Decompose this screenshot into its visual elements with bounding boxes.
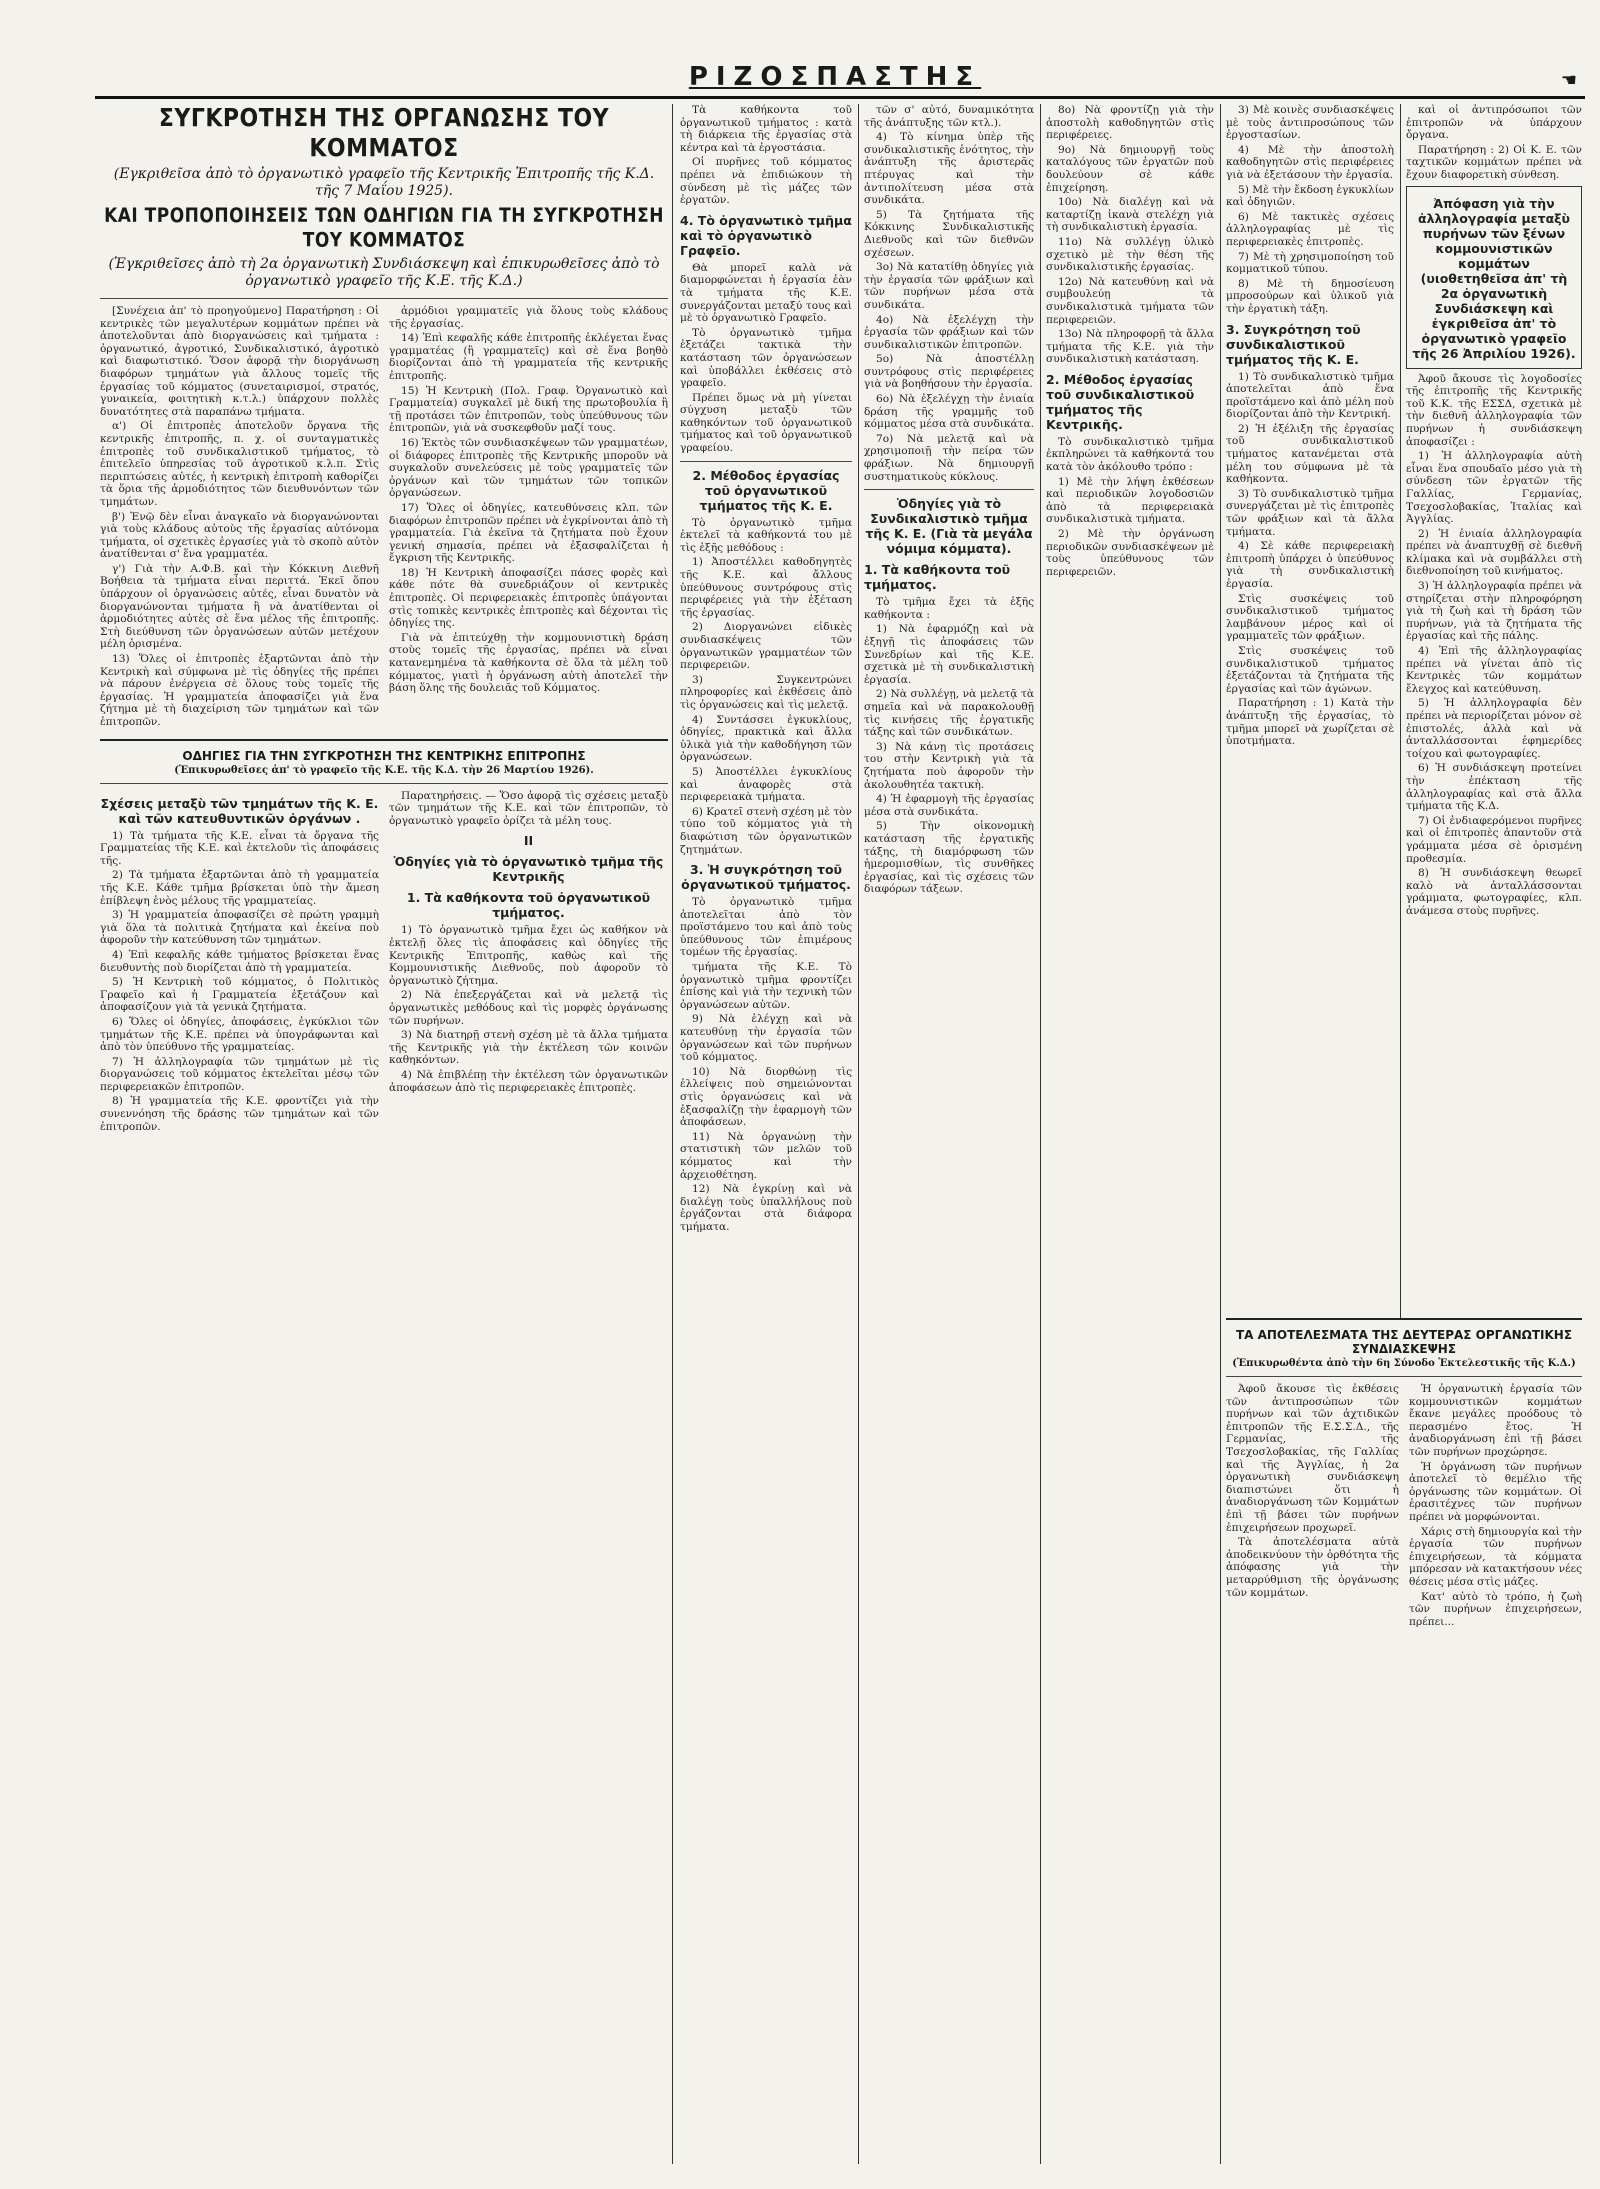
column-6 <box>1226 104 1394 1309</box>
central-committee-columns <box>100 790 668 1136</box>
correspondence-box <box>1406 186 1582 369</box>
paragraph: 4ο) Νὰ ἐξελέγχῃ τὴν ἐργασία τῶν φράξιων καὶ τῶν συνδικαλιστικῶν ἐπιτροπῶν. <box>864 313 1034 351</box>
paragraph: 6) Ἡ συνδιάσκεψη προτείνει τὴν ἐπέκταση τῆς ἀλληλογραφίας καὶ στὰ ἄλλα τμήματα τῆς Κ.Δ. <box>1406 762 1582 813</box>
paragraph: 1) Τὸ συνδικαλιστικὸ τμῆμα ἀποτελεῖται ἀπὸ ἕνα προϊστάμενο καὶ ἀπὸ μέλη ποὺ διορίζονται ἀπὸ τὴν Κεντρική. <box>1226 370 1394 421</box>
column-1 <box>100 305 379 731</box>
section-heading: 3. Ἡ συγκρότηση τοῦ ὀργανωτικοῦ τμήματος. <box>681 862 851 893</box>
paragraph: 10) Νὰ διορθώνῃ τὶς ἐλλείψεις ποὺ σημειώνονται στὶς ὀργανώσεις καὶ νὰ ἐξασφαλίζῃ τὴν ἐφαρμογὴ τῶν ἀποφάσεων. <box>680 1065 852 1129</box>
second-conference-article <box>1226 1318 1582 2164</box>
paragraph: 4) Μὲ τὴν ἀποστολὴ καθοδηγητῶν στὶς περιφέρειες γιὰ νὰ ἐξετάσουν τὴν ἐργασία. <box>1226 143 1394 181</box>
paragraph: 7) Ἡ ἀλληλογραφία τῶν τμημάτων μὲ τὶς διοργανώσεις τοῦ κόμματος ἐκτελεῖται μέσῳ τῶν περιφερειακῶν ἐπιτροπῶν. <box>100 1055 379 1093</box>
column-1-lower <box>100 790 379 1136</box>
paragraph: 5ο) Νὰ ἀποστέλλῃ συντρόφους στὶς περιφέρειες γιὰ νὰ βοηθήσουν τὴν ἐργασία. <box>864 353 1034 391</box>
paragraph: β') Ἐνῷ δὲν εἶναι ἀναγκαῖο νὰ διοργανώνονται γιὰ τοὺς κλάδους αὐτοὺς τῆς ἐργασίας αὐτόνομα τμήματα, οἱ σχετικὲς ἐργασίες γιὰ τὸ σκοπὸ αὐτὸν ἀνατίθενται σ' ἕνα γραμματέα. <box>100 510 379 561</box>
paragraph: 17) Ὅλες οἱ ὁδηγίες, κατευθύνσεις κλπ. τῶν διαφόρων ἐπιτροπῶν πρέπει νὰ ἐγκρίνονται ἀπὸ τὴ γραμματεία. Γιὰ ἐκεῖνα τὰ ζητήματα ποὺ ἔχουν γενική σημασία, πρέπει νὰ ἐξασφαλίζεται ἡ ἔγκριση τῆς Κεντρικῆς. <box>389 501 668 565</box>
column-4 <box>864 104 1034 2164</box>
second-conference-subtitle: (Ἐπικυρωθέντα ἀπὸ τὴν 6η Σύνοδο Ἐκτελεστικῆς τῆς Κ.Δ.) <box>1232 1358 1576 1369</box>
section-heading: 4. Τὸ ὀργανωτικὸ τμῆμα καὶ τὸ ὀργανωτικὸ Γραφεῖο. <box>680 212 852 258</box>
paragraph: 9ο) Νὰ δημιουργῇ τοὺς καταλόγους τῶν ἐργατῶν ποὺ δουλεύουν σὲ κάθε ἐπιχείρηση. <box>1046 143 1214 194</box>
hand-ornament-icon: ☚ <box>1560 70 1577 91</box>
central-committee-headline: ΟΔΗΓΙΕΣ ΓΙΑ ΤΗΝ ΣΥΓΚΡΟΤΗΣΗ ΤΗΣ ΚΕΝΤΡΙΚΗΣ ΕΠΙΤΡΟΠΗΣ <box>182 748 586 763</box>
lead-headline: ΣΥΓΚΡΟΤΗΣΗ ΤΗΣ ΟΡΓΑΝΩΣΗΣ ΤΟΥ ΚΟΜΜΑΤΟΣ <box>158 104 610 163</box>
second-conference-columns <box>1226 1383 1582 1630</box>
central-committee-subtitle: (Ἐπικυρωθεῖσες ἀπ' τὸ γραφεῖο τῆς Κ.Ε. τῆς Κ.Δ. τὴν 26 Μαρτίου 1926). <box>174 764 594 776</box>
paragraph: 10ο) Νὰ διαλέγῃ καὶ νὰ καταρτίζῃ ἱκανὰ στελέχη γιὰ τὴ συνδικαλιστικὴ ἐργασία. <box>1046 196 1214 234</box>
paragraph: 3) Νὰ κάνῃ τὶς προτάσεις του στὴν Κεντρικὴ γιὰ τὰ ζητήματα ποὺ ἀφοροῦν τὴν ἀκολουθητέα τακτικὴ. <box>864 740 1034 791</box>
section-heading: 3. Συγκρότηση τοῦ συνδικαλιστικοῦ τμήματος τῆς Κ. Ε. <box>1226 321 1361 367</box>
paragraph: 16) Ἐκτὸς τῶν συνδιασκέψεων τῶν γραμματέων, οἱ διάφορες ἐπιτροπὲς τῆς Κεντρικῆς μποροῦν νὰ συγκαλοῦν συνελεύσεις μὲ τοὺς γραμματεῖς τῶν ὀργάνων καὶ τῶν τμημάτων τῶν τοπικῶν ὀργανώσεων. <box>389 436 668 500</box>
paragraph: 12) Νὰ ἐγκρίνῃ καὶ νὰ διαλέγῃ τοὺς ὑπαλλήλους ποὺ ἐργάζονται στὰ διάφορα τμήματα. <box>680 1183 852 1233</box>
masthead <box>95 62 1585 99</box>
paragraph: 8) Μὲ τὴ δημοσίευση μπροσούρων καὶ ὑλικοῦ γιὰ τὴν ἐργατικὴ τάξη. <box>1226 277 1394 315</box>
divider <box>100 298 668 299</box>
section-heading: 1. Τὰ καθήκοντα τοῦ τμήματος. <box>864 562 1011 593</box>
paragraph: 9) Νὰ ἐλέγχῃ καὶ νὰ κατευθύνῃ τὴν ἐργασία τῶν ὀργανώσεων καὶ τῶν πυρήνων τοῦ κόμματος. <box>680 1013 852 1064</box>
paragraph: 13ο) Νὰ πληροφορῇ τὰ ἄλλα τμήματα τῆς Κ.Ε. γιὰ τὴν συνδικαλιστικὴ κατάσταση. <box>1046 328 1214 366</box>
second-conference-col-a <box>1226 1383 1399 1630</box>
paragraph: Κατ' αὐτὸ τὸ τρόπο, ἡ ζωὴ τῶν πυρήνων ἐπιχειρήσεων, πρέπει... <box>1409 1590 1582 1628</box>
paragraph: Τὰ καθήκοντα τοῦ ὀργανωτικοῦ τμήματος : κατὰ τὴ διάρκεια τῆς ἐργασίας στὰ κέντρα καὶ τὰ ἐργοστάσια. <box>680 104 852 154</box>
column-2 <box>389 305 668 731</box>
paragraph: καὶ οἱ ἀντιπρόσωποι τῶν ἐπιτροπῶν νὰ ὑπάρχουν ὄργανα. <box>1406 104 1582 142</box>
paragraph: 8) Ἡ συνδιάσκεψη θεωρεῖ καλὸ νὰ ἀνταλλάσσονται γράμματα, φωτογραφίες, κλπ. ἀνάμεσα στοὺς πυρῆνες. <box>1406 867 1582 917</box>
paragraph: 6ο) Νὰ ἐξελέγχῃ τὴν ἐνιαία δράση τῆς γραμμῆς τοῦ κόμματος μέσα στὰ συνδικάτα. <box>864 393 1034 431</box>
paragraph: 4) Ἐπὶ κεφαλῆς κάθε τμήματος βρίσκεται ἕνας διευθυντὴς ποὺ διορίζεται ἀπὸ τὴ γραμματεία. <box>100 948 379 974</box>
paragraph: 2) Τὰ τμήματα ἐξαρτῶνται ἀπὸ τὴ γραμματεία τῆς Κ.Ε. Κάθε τμῆμα βρίσκεται ὑπὸ τὴν ἄμεση ἐπίβλεψη ἑνὸς μέλους τῆς γραμματείας. <box>100 869 379 907</box>
paragraph: 1) Τὸ ὀργανωτικὸ τμῆμα ἔχει ὡς καθήκον νὰ ἐκτελῇ ὅλες τὶς ἀποφάσεις καὶ ὁδηγίες τῆς Κεντρικῆς Ἐπιτροπῆς, καθὼς καὶ τῆς Κομμουνιστικῆς Διεθνοῦς, ποὺ ἀφοροῦν τὸ ὀργανωτικὸ ζήτημα. <box>389 924 668 987</box>
paragraph: Γιὰ νὰ ἐπιτεύχθῃ τὴν κομμουνιστικὴ δράση στοὺς τομεῖς τῆς ἐργασίας, πρέπει νὰ εἶναι κατανεμημένα τὰ καθήκοντα σὲ ὅλα τὰ μέλη τοῦ κόμματος, γιατὶ ἡ ὀργάνωση αὐτὴ ἀποτελεῖ τὴν βάση ὅλης τῆς δουλειᾶς τοῦ Κόμματος. <box>389 631 668 695</box>
section-heading: Ὁδηγίες γιὰ τὸ ὀργανωτικὸ τμῆμα τῆς Κεντρικῆς <box>393 854 664 885</box>
lead-subtitle-2: (Ἐγκριθεῖσες ἀπὸ τὴ 2α ὀργανωτικὴ Συνδιάσκεψη καὶ ἐπικυρωθεῖσες ἀπὸ τὸ ὀργανωτικὸ γραφεῖο τῆς Κ.Ε. τῆς Κ.Δ.) <box>108 256 660 289</box>
paragraph: 8) Ἡ γραμματεία τῆς Κ.Ε. φροντίζει γιὰ τὴν συνεννόηση τῆς δράσης τῶν τμημάτων καὶ τῶν ἐπιτροπῶν. <box>100 1095 379 1133</box>
column-rule <box>672 104 673 2164</box>
paragraph: 5) Τὴν οἰκονομικὴ κατάσταση τῆς ἐργατικῆς τάξης, τὴ διαμόρφωση τῶν ἡμερομισθίων, τὶς συνθῆκες ἐργασίας, καὶ τὶς σχέσεις τῶν διαφόρων τάξεων. <box>864 820 1034 896</box>
paragraph: ἁρμόδιοι γραμματεῖς γιὰ ὅλους τοὺς κλάδους τῆς ἐργασίας. <box>389 305 668 330</box>
paragraph: 1) Νὰ ἐφαρμόζῃ καὶ νὰ ἐξηγῇ τὶς ἀποφάσεις τῶν Συνεδρίων καὶ τῆς Κ.Ε. σχετικὰ μὲ τὴ συνδικαλιστικὴ ἐργασία. <box>864 623 1034 686</box>
paragraph: 7) Οἱ ἐνδιαφερόμενοι πυρῆνες καὶ οἱ ἐπιτροπὲς ἀπαντοῦν στὰ γράμματα μέσα σὲ ὁρισμένη προθεσμία. <box>1406 814 1582 865</box>
section-number: ΙΙ <box>523 833 534 849</box>
paragraph: Στὶς συσκέψεις τοῦ συνδικαλιστικοῦ τμήματος λαμβάνουν μέρος καὶ οἱ γραμματεῖς τῶν φράξιων. <box>1226 592 1394 643</box>
paragraph: 2) Ἡ ἐνιαία ἀλληλογραφία πρέπει νὰ ἀναπτυχθῇ σὲ διεθνῆ κλίμακα καὶ νὰ συμβάλλει στὴ διεθνοποίηση τοῦ κινήματος. <box>1406 527 1582 578</box>
divider <box>100 783 668 784</box>
paragraph: 6) Κρατεῖ στενὴ σχέση μὲ τὸν τύπο τοῦ κόμματος γιὰ τὴ διαφώτιση τῶν ὀργανωτικῶν ζητημάτων. <box>680 805 852 856</box>
paragraph: τμήματα τῆς Κ.Ε. Τὸ ὀργανωτικὸ τμῆμα φροντίζει ἐπίσης καὶ γιὰ τὴν τεχνικὴ τῶν ὀργανώσεων αὐτῶν. <box>680 961 852 1011</box>
lead-article <box>100 104 668 2164</box>
paragraph: Παρατήρηση : 2) Οἱ Κ. Ε. τῶν ταχτικῶν κομμάτων πρέπει νὰ ἔχουν διαφορετικὴ σύνθεση. <box>1406 143 1582 181</box>
divider <box>100 739 668 741</box>
column-rule <box>1040 104 1041 2164</box>
divider <box>1226 1318 1582 1320</box>
paragraph: Τὸ συνδικαλιστικὸ τμῆμα ἐκπληρώνει τὰ καθήκοντά του κατὰ τὸν ἀκόλουθο τρόπο : <box>1046 435 1214 474</box>
paragraph: Θὰ μπορεῖ καλὰ νὰ διαμορφώνεται ἡ ἐργασία ἐὰν τὰ τμήματα τῆς Κ.Ε. συνεργάζονται μεταξύ τους καὶ μὲ τὸ ὀργανωτικὸ Γραφεῖο. <box>680 261 852 325</box>
paragraph: 2) Ἡ ἐξέλιξη τῆς ἐργασίας τοῦ συνδικαλιστικοῦ τμήματος κατανέμεται στὰ μέλη του σύμφωνα μὲ τὰ καθήκοντα. <box>1226 422 1394 486</box>
paragraph: 3) Ἡ ἀλληλογραφία πρέπει νὰ στηρίζεται στὴν πληροφόρηση γιὰ τὴ ζωὴ καὶ τὴ δράση τῶν πυρήνων, γιὰ τὰ ζητήματα τῆς ἐργασίας καὶ τῆς πάλης. <box>1406 580 1582 643</box>
paragraph: 3) Νὰ διατηρῇ στενὴ σχέση μὲ τὰ ἄλλα τμήματα τῆς Κεντρικῆς γιὰ τὴν ἐκτέλεση τῶν κοινῶν καθηκόντων. <box>389 1029 668 1067</box>
paragraph: Στὶς συσκέψεις τοῦ συνδικαλιστικοῦ τμήματος ἐξετάζονται τὰ ζητήματα τῆς ἐργασίας καὶ τῶν ἀγώνων. <box>1226 644 1394 695</box>
lead-headline-2: ΚΑΙ ΤΡΟΠΟΠΟΙΗΣΕΙΣ ΤΩΝ ΟΔΗΓΙΩΝ ΓΙΑ ΤΗ ΣΥΓΚΡΟΤΗΣΗ ΤΟΥ ΚΟΜΜΑΤΟΣ <box>104 204 664 252</box>
paragraph: 3ο) Νὰ κατατίθῃ ὁδηγίες γιὰ τὴν ἐργασία τῶν φράξιων καὶ τῶν πυρήνων μέσα στὰ συνδικάτα. <box>864 261 1034 311</box>
correspondence-headline: Ἀπόφαση γιὰ τὴν ἀλληλογραφία μεταξὺ πυρήνων τῶν ξένων κομμουνιστικῶν κομμάτων (υιοθετηθεῖσα ἀπ' τὴ 2α ὀργανωτικὴ Συνδιάσκεψη καὶ ἐγκριθεῖσα ἀπ' τὸ ὀργανωτικὸ γραφεῖο τῆς 26 Ἀπριλίου 1926). <box>1412 195 1576 361</box>
paragraph: 2) Μὲ τὴν ὀργάνωση περιοδικῶν συνδιασκέψεων μὲ τοὺς ὑπεύθυνους τῶν περιφερειῶν. <box>1046 528 1214 578</box>
paragraph: Ἀφοῦ ἄκουσε τὶς ἐκθέσεις τῶν ἀντιπροσώπων τῶν πυρήνων καὶ τῶν ἀχτιδικῶν ἐπιτροπῶν τῆς Ε.Σ.Σ.Δ., τῆς Γερμανίας, τῆς Τσεχοσλοβακίας, τῆς Γαλλίας καὶ τῆς Ἀγγλίας, ἡ 2α ὀργανωτικὴ συνδιάσκεψη διαπιστώνει ὅτι ἡ ἀναδιοργάνωση τῶν Κομμάτων ἐπὶ τῇ βάσει τῶν πυρήνων ἐπιχειρήσεων προχωρεῖ. <box>1226 1383 1399 1534</box>
paragraph: Ἡ ὀργανωτικὴ ἐργασία τῶν κομμουνιστικῶν κομμάτων ἔκανε μεγάλες προόδους τὸ περασμένο ἔτος. Ἡ ἀναδιοργάνωση ἐπὶ τῇ βάσει τῶν πυρήνων προχώρησε. <box>1409 1383 1582 1458</box>
lead-subtitle: (Εγκριθεῖσα ἀπὸ τὸ ὀργανωτικὸ γραφεῖο τῆς Κεντρικῆς Ἐπιτροπῆς τῆς Κ.Δ. τῆς 7 Μαΐου 1925). <box>113 166 655 199</box>
paragraph: 3) Τὸ συνδικαλιστικὸ τμῆμα συνεργάζεται μὲ τὶς ἐπιτροπὲς τῶν φράξιων καὶ τὰ ἄλλα τμήματα. <box>1226 487 1394 538</box>
paragraph: γ') Γιὰ τὴν Α.Φ.Β. καὶ τὴν Κόκκινη Διεθνῆ Βοήθεια τὰ τμήματα εἶναι περιττά. Ἐκεῖ ὅπου ὑπάρχουν οἱ ὀργανώσεις αὐτές, εἶναι δυνατὸν νὰ διοργανώνονται τμήματα ἢ νὰ ἀνατίθενται οἱ ἁρμοδιότητες αὐτὲς σὲ ἕνα μέλος τῆς ἐπιτροπῆς. Στὴ διεύθυνση τῶν ὀργανώσεων αὐτῶν μετέχουν μέλη ὁρισμένα. <box>100 562 379 651</box>
paragraph: 4) Ἐπὶ τῆς ἀλληλογραφίας πρέπει νὰ γίνεται ἀπὸ τὶς Κεντρικὲς τῶν κομμάτων ἔλεγχος καὶ κατεύθυνση. <box>1406 645 1582 695</box>
paragraph: 14) Ἐπὶ κεφαλῆς κάθε ἐπιτροπῆς ἐκλέγεται ἕνας γραμματέας (ἢ γραμματεῖς) καὶ σὲ ἕνα βοηθὸ διορίζονται ἀπὸ τὴ γραμματεία τῆς κεντρικῆς ἐπιτροπῆς. <box>389 332 668 382</box>
section-heading: 2. Μέθοδος ἐργασίας τοῦ ὀργανωτικοῦ τμήματος τῆς Κ. Ε. <box>692 467 840 513</box>
paragraph: 5) Ἡ ἀλληλογραφία δὲν πρέπει νὰ περιορίζεται μόνον σὲ ἐπιστολές, ἀλλὰ καὶ νὰ ἀνταλλάσσονται ἐφημερίδες τοίχου καὶ φωτογραφίες. <box>1406 697 1582 760</box>
paragraph: Τὸ ὀργανωτικὸ τμῆμα ἀποτελεῖται ἀπὸ τὸν προϊστάμενο του καὶ ἀπὸ τοὺς ὑπεύθυνους τῶν ἐπιμέρους τομέων τῆς ἐργασίας. <box>680 896 852 959</box>
paragraph: 3) Συγκεντρώνει πληροφορίες καὶ ἐκθέσεις ἀπὸ τὶς ὀργανώσεις καὶ τὶς μελετᾷ. <box>680 673 852 711</box>
column-7 <box>1406 104 1582 1309</box>
paragraph: Τὰ ἀποτελέσματα αὐτὰ ἀποδεικνύουν τὴν ὀρθότητα τῆς ἀπόφασης γιὰ τὴν μεταρρύθμιση τῆς ὀργάνωσης τῶν κομμάτων. <box>1226 1536 1399 1599</box>
paragraph: τῶν σ' αὐτό, δυναμικότητα τῆς ἀνάπτυξης τῶν κτλ.). <box>864 104 1034 129</box>
paragraph: 11ο) Νὰ συλλέγῃ ὑλικὸ σχετικὸ μὲ τὴν θέση τῆς συνδικαλιστικῆς ἐργασίας. <box>1046 235 1214 274</box>
paragraph: 1) Ἀποστέλλει καθοδηγητὲς τῆς Κ.Ε. καὶ ἄλλους ὑπεύθυνους συντρόφους στὶς περιφέρειες γιὰ τὴν ἐξέταση τῆς ἐργασίας. <box>680 556 852 619</box>
section-heading: 1. Τὰ καθήκοντα τοῦ ὀργανωτικοῦ τμήματος. <box>406 890 651 921</box>
lead-columns <box>100 305 668 731</box>
paragraph: 2) Διοργανώνει εἰδικὲς συνδιασκέψεις τῶν ὀργανωτικῶν γραμματέων τῶν περιφερειῶν. <box>680 621 852 672</box>
paragraph: 4) Σὲ κάθε περιφερειακὴ ἐπιτροπὴ ὑπάρχει ὁ ὑπεύθυνος γιὰ τὴ συνδικαλιστικὴ ἐργασία. <box>1226 540 1394 590</box>
paragraph: 1) Μὲ τὴν λήψη ἐκθέσεων καὶ περιοδικῶν λογοδοσιῶν ἀπὸ τὰ περιφερειακὰ συνδικαλιστικὰ τμήματα. <box>1046 475 1214 526</box>
paragraph: α') Οἱ ἐπιτροπὲς ἀποτελοῦν ὄργανα τῆς κεντρικῆς ἐπιτροπῆς, π. χ. οἱ συνταγματικὲς ἐπιτροπὲς τοῦ συνδικαλιστικοῦ τμήματος, τὸ ἐπιτελεῖο ὑπηρεσίας τοῦ ἀγροτικοῦ κ.λ.π. Στὶς περιπτώσεις αὐτές, ἡ κεντρικὴ ἐπιτροπὴ καθορίζει τὰ ὅρια τῆς ἁρμοδιότητος τῶν διευθυνόντων τῶν τμημάτων. <box>100 420 379 508</box>
section-heading: Σχέσεις μεταξὺ τῶν τμημάτων τῆς Κ. Ε. καὶ τῶν κατευθυντικῶν ὀργάνων . <box>100 795 379 826</box>
column-rule <box>1220 104 1221 2164</box>
paragraph: Τὸ τμῆμα ἔχει τὰ ἑξῆς καθήκοντα : <box>864 596 1034 621</box>
paragraph: 18) Ἡ Κεντρικὴ ἀποφασίζει πάσες φορὲς καὶ κάθε πότε θὰ συνεδριάζουν οἱ κεντρικὲς ἐπιτροπὲς. Οἱ περιφερειακὲς ἐπιτροπὲς ὑπάγονται στὶς τοπικὲς κεντρικὲς ἐπιτροπὲς καὶ δέχονται τὶς ὁδηγίες της. <box>389 566 668 630</box>
paragraph: 15) Ἡ Κεντρικὴ (Πολ. Γραφ. Ὀργανωτικὸ καὶ Γραμματεία) συγκαλεῖ μὲ δική της πρωτοβουλία ἢ τῇ προτάσει τῶν ἐπιτροπῶν, τοὺς ὑπεύθυνους τῶν ἐπιτροπῶν, γιὰ νὰ συσκεφθοῦν μαζί τους. <box>389 384 668 435</box>
paragraph: 3) Μὲ κοινὲς συνδιασκέψεις μὲ τοὺς ἀντιπροσώπους τῶν ἐργοστασίων. <box>1226 104 1394 142</box>
column-rule <box>858 104 859 2164</box>
divider <box>680 461 852 462</box>
paragraph: 4) Συντάσσει ἐγκυκλίους, ὁδηγίες, πρακτικὰ καὶ ἄλλα ὑλικὰ γιὰ τὴν καθοδήγηση τῶν ὀργανώσεων. <box>680 713 852 764</box>
paragraph: 4) Νὰ ἐπιβλέπῃ τὴν ἐκτέλεση τῶν ὀργανωτικῶν ἀποφάσεων ἀπὸ τὶς περιφερειακὲς ἐπιτροπὲς. <box>389 1068 668 1094</box>
paragraph: 5) Μὲ τὴν ἔκδοση ἐγκυκλίων καὶ ὁδηγιῶν. <box>1226 183 1394 209</box>
paragraph: Ἡ ὀργάνωση τῶν πυρήνων ἀποτελεῖ τὸ θεμέλιο τῆς ὀργάνωσης τῶν κομμάτων. Οἱ ἐρασιτέχνες τῶν πυρήνων πρέπει νὰ μορφώνονται. <box>1409 1460 1582 1523</box>
paragraph: 1) Ἡ ἀλληλογραφία αὐτὴ εἶναι ἕνα σπουδαῖο μέσο γιὰ τὴ σύνδεση τῶν ἐργατῶν τῆς Γαλλίας, Γερμανίας, Τσεχοσλοβακίας, Ἰταλίας καὶ Ἀγγλίας. <box>1406 450 1582 526</box>
paragraph: [Συνέχεια ἀπ' τὸ προηγούμενο] Παρατήρηση : Οἱ κεντρικὲς τῶν μεγαλυτέρων κομμάτων πρέπει νὰ ἀποτελοῦνται ἀπὸ διοργανώσεις καὶ τμήματα : ὀργανωτικό, ἀγροτικό, Συνδικαλιστικό, ἀγροτικὸ καὶ διαφωτιστικό. Ὅσον ἀφορᾷ τὴν διοργάνωση διαφόρων τμημάτων γιὰ ἄλλους τομεῖς τῆς ἐργασίας τοῦ κόμματος (συνεταιρισμοί, στρατός, γυναικεία, φοιτητικὴ κ.τ.λ.) ὑπάρχουν πολλὲς δυνατότητες στὰ παραπάνω τμήματα. <box>100 305 379 418</box>
column-3 <box>680 104 852 2164</box>
paragraph: 3) Ἡ γραμματεία ἀποφασίζει σὲ πρώτη γραμμὴ γιὰ ὅλα τὰ πολιτικὰ ζητήματα καὶ ἐκείνα ποὺ ἀφοροῦν τὴν κατεύθυνση τῶν τμημάτων. <box>100 909 379 947</box>
paragraph: 6) Μὲ τακτικὲς σχέσεις ἀλληλογραφίας μὲ τὶς περιφερειακὲς ἐπιτροπὲς. <box>1226 210 1394 248</box>
paragraph: 8ο) Νὰ φροντίζῃ γιὰ τὴν ἀποστολὴ καθοδηγητῶν στὶς περιφέρειες. <box>1046 104 1214 142</box>
paragraph: 12ο) Νὰ κατευθύνῃ καὶ νὰ συμβουλεύῃ τὰ συνδικαλιστικὰ τμήματα τῶν περιφερειῶν. <box>1046 275 1214 326</box>
paragraph: 4) Ἡ ἐφαρμογὴ τῆς ἐργασίας μέσα στὰ συνδικάτα. <box>864 793 1034 818</box>
paragraph: 5) Ἡ Κεντρικὴ τοῦ κόμματος, ὁ Πολιτικὸς Γραφεῖο καὶ ἡ Γραμματεία ἐξετάζουν καὶ ἀποφασίζουν γιὰ τὰ γενικὰ ζητήματα. <box>100 976 379 1014</box>
column-5 <box>1046 104 1214 2164</box>
paragraph: 7ο) Νὰ μελετᾷ καὶ νὰ χρησιμοποιῇ τὴν πείρα τῶν φράξιων. Νὰ δημιουργῇ συστηματικοὺς κύκλους. <box>864 432 1034 483</box>
paragraph: 5) Τὰ ζητήματα τῆς Κόκκινης Συνδικαλιστικῆς Διεθνοῦς καὶ τῶν διεθνῶν σχέσεων. <box>864 208 1034 259</box>
divider <box>1226 1376 1582 1377</box>
paragraph: Παρατήρηση : 1) Κατὰ τὴν ἀνάπτυξη τῆς ἐργασίας, τὸ τμῆμα μπορεῖ νὰ χωρίζεται σὲ ὑποτμήματα. <box>1226 697 1394 748</box>
paragraph: Πρέπει ὅμως νὰ μὴ γίνεται σύγχυση μεταξὺ τῶν καθηκόντων τοῦ ὀργανωτικοῦ τμήματος καὶ τοῦ ὀργανωτικοῦ γραφείου. <box>680 391 852 455</box>
paragraph: Ἀφοῦ ἄκουσε τὶς λογοδοσίες τῆς ἐπιτροπῆς τῆς Κεντρικῆς τοῦ Κ.Κ. τῆς ΕΣΣΔ, σχετικὰ μὲ τὴν διεθνῆ ἀλληλογραφία τῶν πυρήνων ἡ συνδιάσκεψη ἀποφασίζει : <box>1406 372 1582 448</box>
paragraph: Οἱ πυρῆνες τοῦ κόμματος πρέπει νὰ ἐπιδιώκουν τὴ σύνδεση μὲ τὶς μάζες τῶν ἐργατῶν. <box>680 156 852 207</box>
paragraph: Τὸ ὀργανωτικὸ τμῆμα ἐξετάζει τακτικὰ τὴν κατάσταση τῶν ὀργανώσεων καὶ ὑποβάλλει ἐκθέσεις στὸ γραφεῖο. <box>680 326 852 390</box>
paragraph: Παρατηρήσεις. — Ὅσο ἀφορᾷ τὶς σχέσεις μεταξὺ τῶν τμημάτων τῆς Κ.Ε. καὶ τῶν ἐπιτροπῶν, τὸ ὀργανωτικὸ γραφεῖο ὀρίζει τὰ μέλη τους. <box>389 789 668 827</box>
section-heading: Ὁδηγίες γιὰ τὸ Συνδικαλιστικὸ τμῆμα τῆς Κ. Ε. (Γιὰ τὰ μεγάλα νόμιμα κόμματα). <box>865 496 1033 557</box>
paragraph: 2) Νὰ ἐπεξεργάζεται καὶ νὰ μελετᾷ τὶς ὀργανωτικὲς μεθόδους καὶ τὶς μορφὲς ὀργάνωσης τῶν πυρήνων. <box>389 989 668 1027</box>
paragraph: 5) Ἀποστέλλει ἐγκυκλίους καὶ ἀναφορὲς στὰ περιφερειακὰ τμήματα. <box>680 765 852 804</box>
paragraph: Τὸ ὀργανωτικὸ τμῆμα ἐκτελεῖ τὰ καθήκοντά του μὲ τὶς ἑξῆς μεθόδους : <box>680 516 852 554</box>
paragraph: 1) Τὰ τμήματα τῆς Κ.Ε. εἶναι τὰ ὄργανα τῆς Γραμματείας τῆς Κ.Ε. καὶ ἐκτελοῦν τὶς ἀποφάσεις τῆς. <box>100 829 379 867</box>
paragraph: Χάρις στὴ δημιουργία καὶ τὴν ἐργασία τῶν πυρήνων ἐπιχειρήσεων, τὰ κόμματα μπόρεσαν νὰ κατακτήσουν νέες θέσεις μέσα στὶς μάζες. <box>1409 1525 1582 1588</box>
paragraph: 2) Νὰ συλλέγῃ, νὰ μελετᾷ τὰ σημεῖα καὶ νὰ παρακολουθῇ τὶς κινήσεις τῆς ἐργατικῆς τάξης καὶ τῶν συνδικάτων. <box>864 688 1034 739</box>
divider <box>864 489 1034 490</box>
paragraph: 4) Τὸ κίνημα ὑπὲρ τῆς συνδικαλιστικῆς ἑνότητος, τὴν ἀνάπτυξη τῆς ἀριστερᾶς πτέρυγας καὶ τὴν ἀντιπολίτευση μέσα στὰ συνδικάτα. <box>864 131 1034 207</box>
paragraph: 7) Μὲ τὴ χρησιμοποίηση τοῦ κομματικοῦ τύπου. <box>1226 250 1394 276</box>
column-2-lower <box>389 790 668 1136</box>
newspaper-name: ΡΙΖΟΣΠΑΣΤΗΣ <box>688 62 982 92</box>
second-conference-col-b <box>1409 1383 1582 1630</box>
paragraph: 11) Νὰ ὀργανώνῃ τὴν στατιστικὴ τῶν μελῶν τοῦ κόμματος καὶ τὴν ἀρχειοθέτηση. <box>680 1130 852 1181</box>
section-heading: 2. Μέθοδος ἐργασίας τοῦ συνδικαλιστικοῦ τμήματος τῆς Κεντρικῆς. <box>1046 371 1195 432</box>
second-conference-headline: ΤΑ ΑΠΟΤΕΛΕΣΜΑΤΑ ΤΗΣ ΔΕΥΤΕΡΑΣ ΟΡΓΑΝΩΤΙΚΗΣ ΣΥΝΔΙΑΣΚΕΨΗΣ <box>1235 1328 1573 1356</box>
paragraph: 6) Ὅλες οἱ ὁδηγίες, ἀποφάσεις, ἐγκύκλιοι τῶν τμημάτων τῆς Κ.Ε. πρέπει νὰ ὑπογράφωνται καὶ ἀπὸ τὸν ὑπεύθυνο τῆς γραμματείας. <box>100 1015 379 1054</box>
paragraph: 13) Ὅλες οἱ ἐπιτροπὲς ἐξαρτῶνται ἀπὸ τὴν Κεντρικὴ καὶ σύμφωνα μὲ τὶς ὁδηγίες τῆς πρέπει νὰ πάρουν ἐνέργεια σὲ ὅλους τοὺς τομεῖς τῆς ἐργασίας. Ἡ γραμματεία ἀποφασίζει γιὰ ἕνα ζήτημα μὲ τὴ διαχείριση τῶν τμημάτων καὶ τῶν ἐπιτροπῶν. <box>100 653 379 728</box>
